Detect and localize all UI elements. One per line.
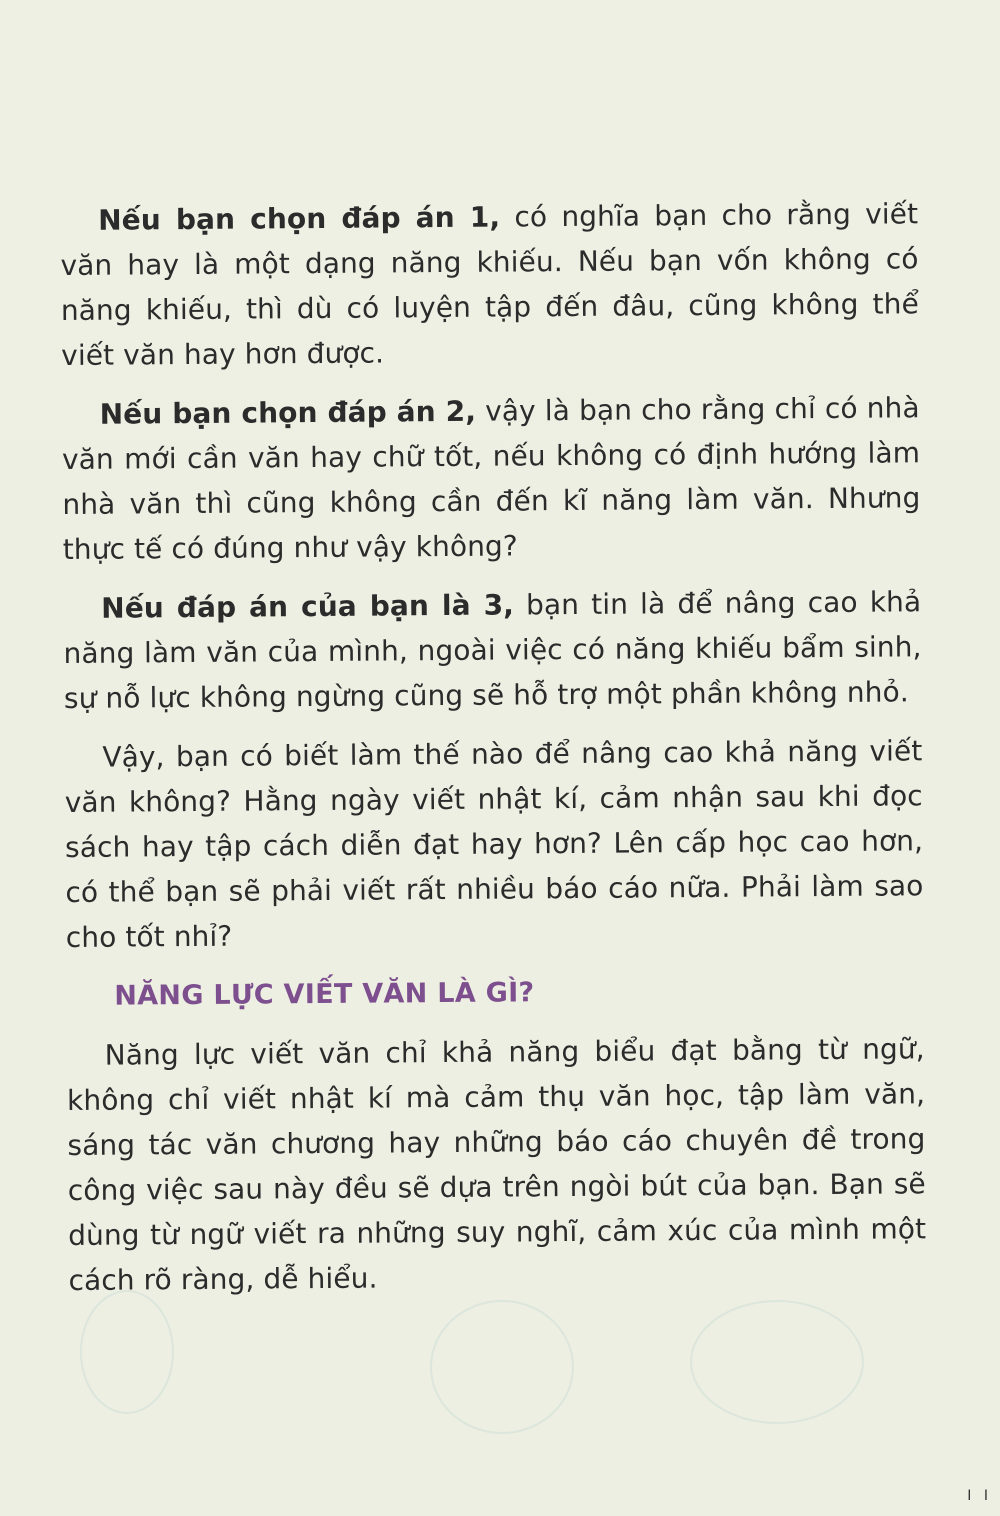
paragraph-answer-2 <box>62 385 921 572</box>
paragraph-lead: Nếu bạn chọn đáp án 2, <box>99 394 477 431</box>
faint-illustration-center <box>430 1300 574 1434</box>
paragraph-text: Năng lực viết văn chỉ khả năng biểu đạt bằng từ ngữ, không chỉ viết nhật kí mà cảm thụ văn học, tập làm văn, sáng tác văn chương hay những báo cáo chuyên đề trong công việc sau này đều sẽ dựa trên ngòi bút của bạn. Bạn sẽ dùng từ ngữ viết ra những suy nghĩ, cảm xúc của mình một cách rõ ràng, dễ hiểu. <box>66 1032 927 1297</box>
faint-illustration-left <box>80 1290 174 1414</box>
page-edge-mark: I I <box>967 1488 992 1504</box>
paragraph-text: có nghĩa bạn cho rằng viết văn hay là một dạng năng khiếu. Nếu bạn vốn không có năng khiếu, thì dù có luyện tập đến đâu, cũng không thể viết văn hay hơn được. <box>60 197 919 372</box>
paragraph-text: Vậy, bạn có biết làm thế nào để nâng cao khả năng viết văn không? Hằng ngày viết nhật kí, cảm nhận sau khi đọc sách hay tập cách diễn đạt hay hơn? Lên cấp học cao hơn, có thể bạn sẽ phải viết rất nhiều báo cáo nữa. Phải làm sao cho tốt nhỉ? <box>64 734 924 954</box>
paragraph-answer-3 <box>63 579 922 721</box>
faint-illustration-right <box>690 1300 864 1424</box>
paragraph-lead: Nếu bạn chọn đáp án 1, <box>98 200 501 237</box>
paragraph-definition <box>67 1026 927 1303</box>
paragraph-lead: Nếu đáp án của bạn là 3, <box>101 588 515 625</box>
section-heading: NĂNG LỰC VIẾT VĂN LÀ GÌ? <box>114 977 535 1012</box>
paragraph-text: vậy là bạn cho rằng chỉ có nhà văn mới cần văn hay chữ tốt, nếu không có định hướng làm nhà văn thì cũng không cần đến kĩ năng làm văn. Nhưng thực tế có đúng như vậy không? <box>61 391 921 566</box>
body-text <box>60 191 927 1317</box>
paragraph-question <box>64 728 924 960</box>
paragraph-text: bạn tin là để nâng cao khả năng làm văn của mình, ngoài việc có năng khiếu bẩm sinh, sự nỗ lực không ngừng cũng sẽ hỗ trợ một phần không nhỏ. <box>63 585 922 715</box>
paragraph-answer-1 <box>60 191 919 378</box>
